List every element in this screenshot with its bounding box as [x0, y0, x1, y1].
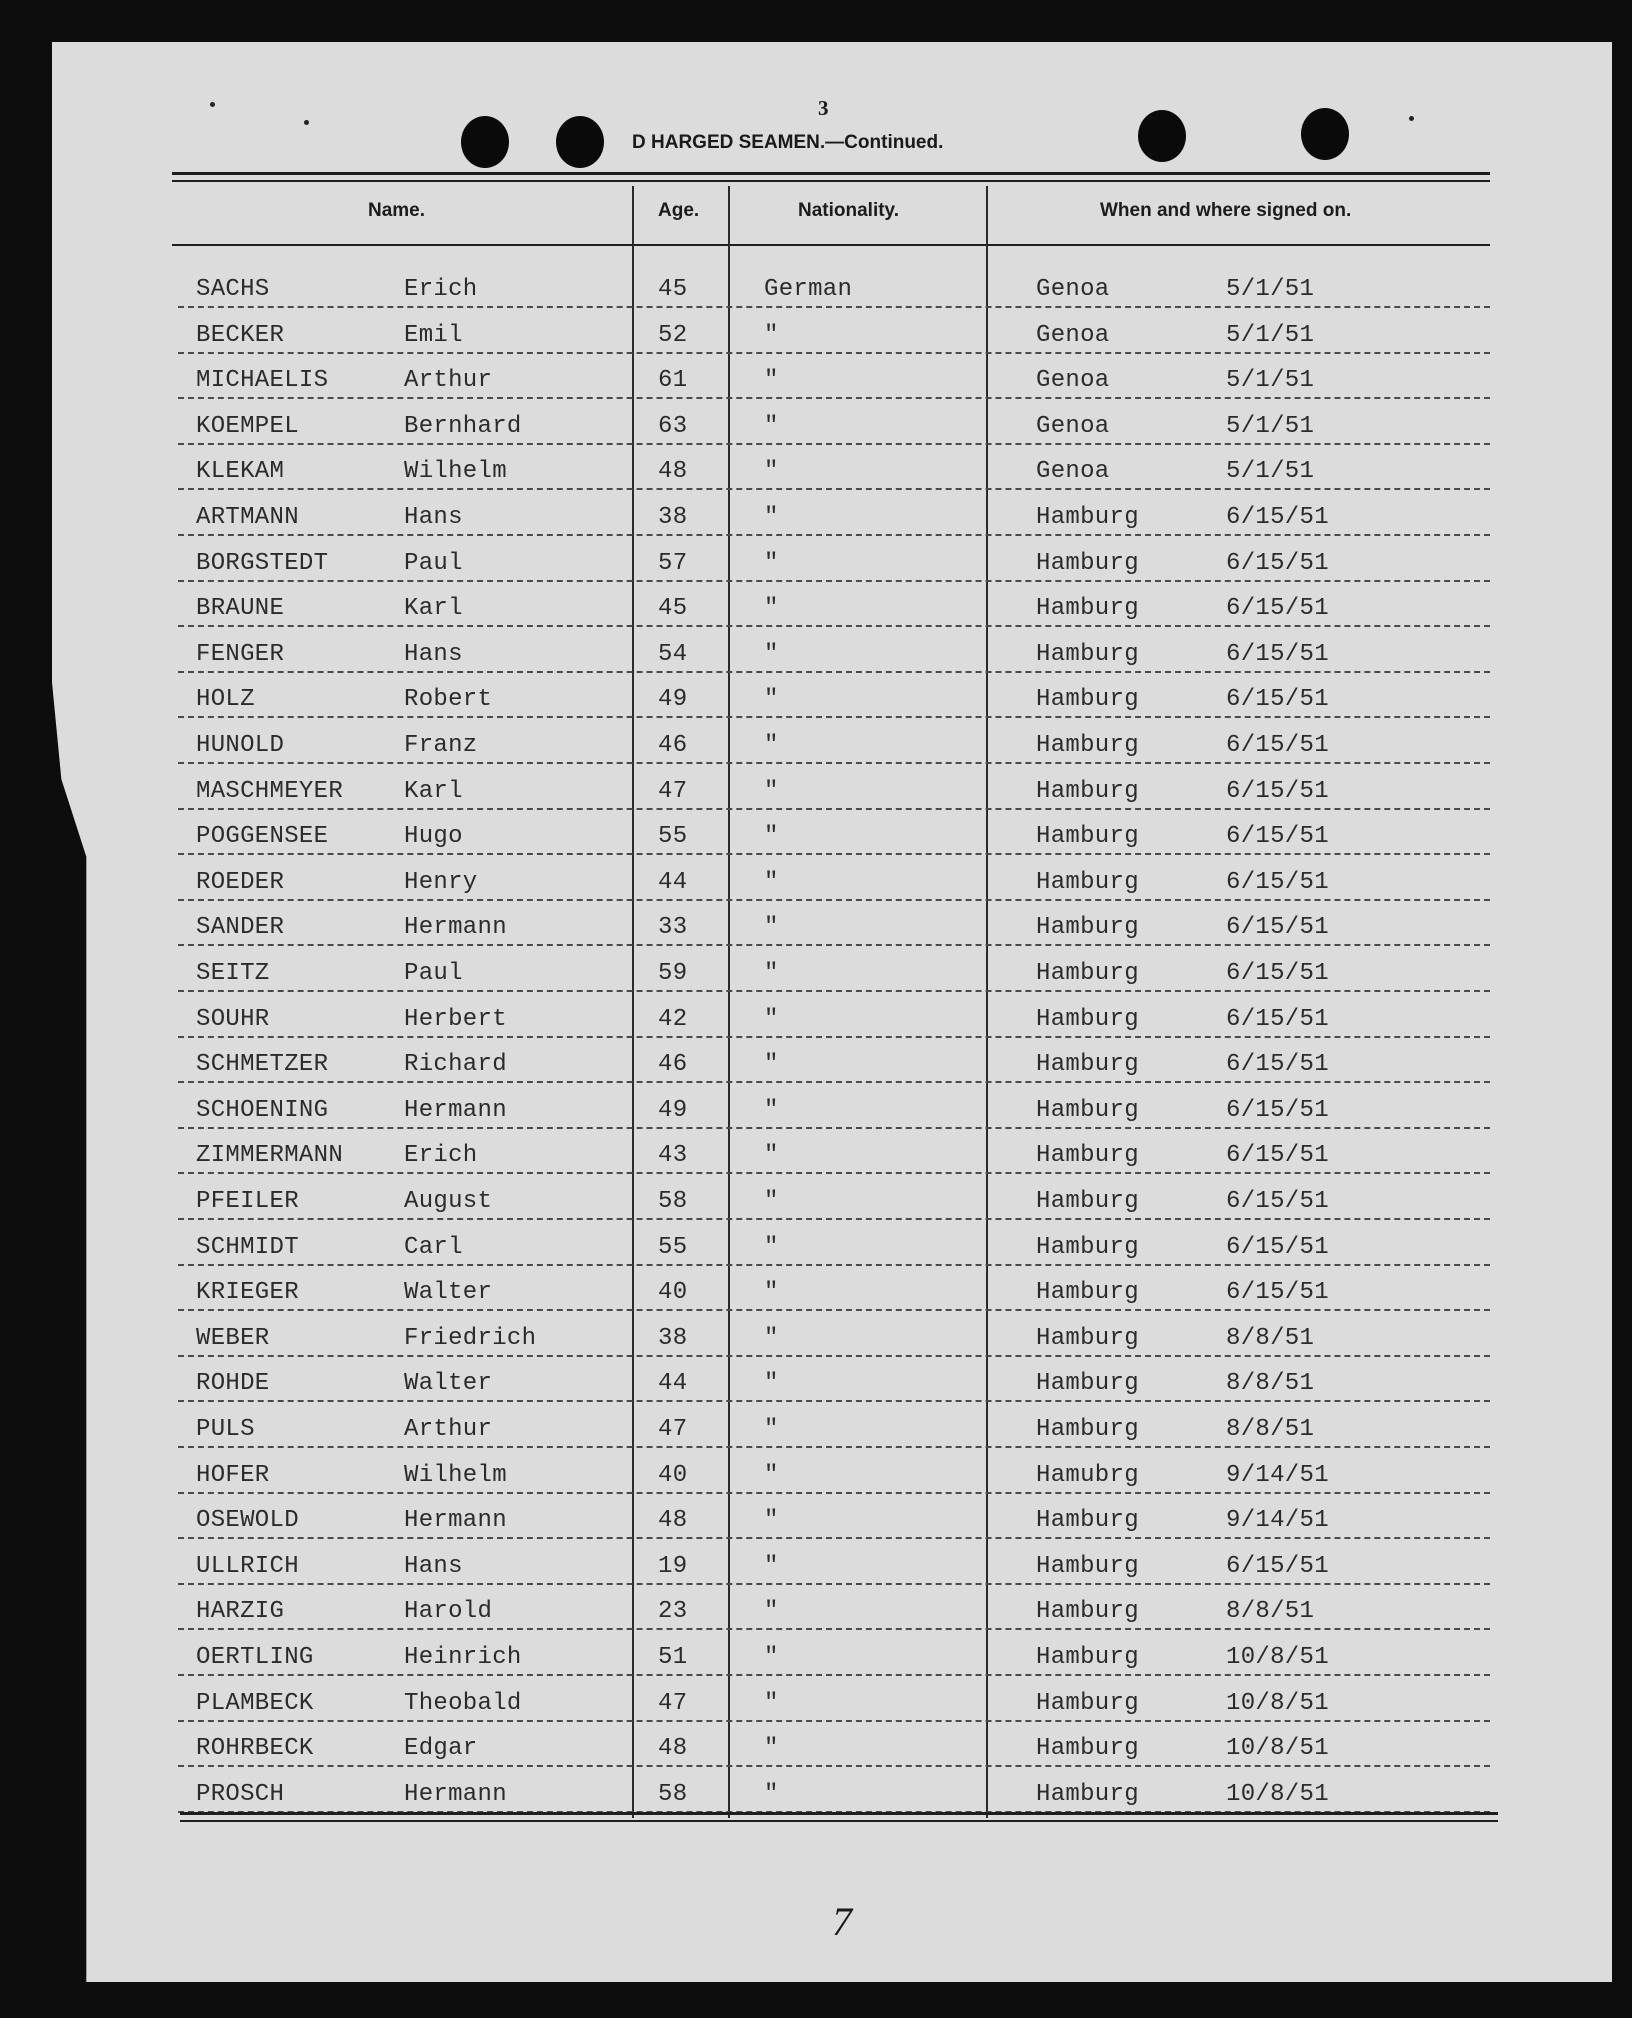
- signed-on-date: 6/15/51: [1226, 1279, 1329, 1307]
- seaman-given-name: Harold: [404, 1598, 493, 1626]
- punch-hole-right-1: [1138, 110, 1186, 162]
- column-header-signed-on: When and where signed on.: [1100, 200, 1352, 221]
- signed-on-port: Genoa: [1036, 367, 1110, 395]
- seaman-nationality: ": [764, 640, 779, 668]
- seaman-surname: ZIMMERMANN: [196, 1142, 344, 1170]
- seaman-surname: WEBER: [196, 1324, 270, 1352]
- seaman-nationality: ": [764, 1735, 779, 1763]
- signed-on-date: 9/14/51: [1226, 1507, 1329, 1535]
- signed-on-date: 6/15/51: [1226, 823, 1329, 851]
- header-rule-bottom: [172, 180, 1490, 182]
- seaman-surname: SEITZ: [196, 960, 270, 987]
- signed-on-port: Hamburg: [1036, 549, 1139, 577]
- seaman-surname: SOUHR: [196, 1005, 270, 1033]
- seaman-surname: PFEILER: [196, 1188, 299, 1215]
- signed-on-port: Hamburg: [1036, 504, 1139, 531]
- seaman-age: 54: [658, 640, 688, 668]
- seaman-age: 48: [658, 1507, 688, 1535]
- seaman-nationality: ": [764, 1552, 779, 1580]
- seaman-age: 43: [658, 1142, 688, 1170]
- signed-on-date: 10/8/51: [1226, 1644, 1329, 1671]
- seaman-nationality: ": [764, 1233, 779, 1261]
- seaman-given-name: Arthur: [404, 367, 493, 395]
- seaman-given-name: Carl: [404, 1233, 463, 1261]
- table-row: [0, 722, 1632, 768]
- signed-on-date: 5/1/51: [1226, 458, 1315, 486]
- seaman-surname: HUNOLD: [196, 732, 285, 759]
- seaman-surname: SACHS: [196, 276, 270, 303]
- table-row: [0, 676, 1632, 722]
- signed-on-port: Hamburg: [1036, 960, 1139, 987]
- table-row: [0, 403, 1632, 449]
- seaman-age: 49: [658, 1096, 688, 1124]
- table-row: [0, 1771, 1632, 1817]
- seaman-nationality: ": [764, 1416, 779, 1443]
- seaman-nationality: ": [764, 321, 779, 349]
- column-header-nationality: Nationality.: [798, 200, 899, 221]
- seaman-nationality: ": [764, 595, 779, 623]
- seaman-nationality: ": [764, 777, 779, 805]
- table-row: [0, 312, 1632, 358]
- seaman-age: 38: [658, 1324, 688, 1352]
- seaman-surname: KLEKAM: [196, 458, 285, 486]
- signed-on-port: Hamburg: [1036, 686, 1139, 714]
- seaman-nationality: ": [764, 686, 779, 714]
- seaman-age: 58: [658, 1780, 688, 1808]
- seaman-age: 58: [658, 1188, 688, 1215]
- signed-on-date: 6/15/51: [1226, 1096, 1329, 1124]
- signed-on-date: 6/15/51: [1226, 960, 1329, 987]
- signed-on-date: 5/1/51: [1226, 321, 1315, 349]
- seaman-age: 33: [658, 914, 688, 942]
- signed-on-port: Genoa: [1036, 276, 1110, 303]
- seaman-given-name: Arthur: [404, 1416, 493, 1443]
- signed-on-port: Hamburg: [1036, 1051, 1139, 1079]
- table-row: [0, 904, 1632, 950]
- seaman-age: 44: [658, 868, 688, 896]
- signed-on-date: 8/8/51: [1226, 1598, 1315, 1626]
- signed-on-date: 6/15/51: [1226, 732, 1329, 759]
- seaman-age: 55: [658, 1233, 688, 1261]
- table-row: [0, 1725, 1632, 1771]
- seaman-given-name: Hugo: [404, 823, 463, 851]
- seaman-given-name: Paul: [404, 549, 463, 577]
- seaman-age: 45: [658, 276, 688, 303]
- signed-on-port: Genoa: [1036, 458, 1110, 486]
- signed-on-date: 6/15/51: [1226, 1142, 1329, 1170]
- table-row: [0, 1224, 1632, 1270]
- seaman-surname: BRAUNE: [196, 595, 285, 623]
- seaman-age: 49: [658, 686, 688, 714]
- seaman-age: 44: [658, 1370, 688, 1398]
- signed-on-port: Hamburg: [1036, 1370, 1139, 1398]
- seaman-given-name: Karl: [404, 777, 463, 805]
- table-row: [0, 448, 1632, 494]
- seaman-given-name: Friedrich: [404, 1324, 537, 1352]
- signed-on-port: Hamburg: [1036, 1188, 1139, 1215]
- table-row: [0, 1406, 1632, 1452]
- seaman-given-name: Erich: [404, 276, 478, 303]
- signed-on-date: 6/15/51: [1226, 1188, 1329, 1215]
- signed-on-port: Hamburg: [1036, 1279, 1139, 1307]
- signed-on-port: Hamburg: [1036, 1096, 1139, 1124]
- seaman-nationality: ": [764, 1644, 779, 1671]
- seaman-nationality: ": [764, 1507, 779, 1535]
- handwritten-folio-mark: 7: [832, 1899, 852, 1944]
- signed-on-port: Hamburg: [1036, 1780, 1139, 1808]
- seaman-given-name: Wilhelm: [404, 458, 507, 486]
- seaman-age: 46: [658, 732, 688, 759]
- seaman-surname: OSEWOLD: [196, 1507, 299, 1535]
- seaman-age: 48: [658, 458, 688, 486]
- table-row: [0, 1452, 1632, 1498]
- seaman-surname: POGGENSEE: [196, 823, 329, 851]
- signed-on-date: 6/15/51: [1226, 504, 1329, 531]
- seaman-surname: SCHMETZER: [196, 1051, 329, 1079]
- signed-on-port: Hamburg: [1036, 823, 1139, 851]
- seaman-age: 55: [658, 823, 688, 851]
- signed-on-date: 6/15/51: [1226, 1051, 1329, 1079]
- seaman-surname: SANDER: [196, 914, 285, 942]
- seaman-surname: MICHAELIS: [196, 367, 329, 395]
- seaman-surname: MASCHMEYER: [196, 777, 344, 805]
- seaman-surname: HOLZ: [196, 686, 255, 714]
- signed-on-port: Hamburg: [1036, 1507, 1139, 1535]
- signed-on-port: Hamburg: [1036, 1324, 1139, 1352]
- signed-on-date: 10/8/51: [1226, 1689, 1329, 1717]
- seaman-nationality: ": [764, 1279, 779, 1307]
- seaman-given-name: Franz: [404, 732, 478, 759]
- seaman-nationality: ": [764, 1005, 779, 1033]
- signed-on-port: Hamburg: [1036, 1598, 1139, 1626]
- signed-on-port: Hamburg: [1036, 640, 1139, 668]
- seaman-age: 63: [658, 412, 688, 440]
- table-bottom-rule-2: [180, 1820, 1498, 1822]
- seaman-given-name: Wilhelm: [404, 1461, 507, 1489]
- column-header-rule: [172, 244, 1490, 246]
- seaman-given-name: Hermann: [404, 1507, 507, 1535]
- table-row: [0, 1087, 1632, 1133]
- seaman-surname: HARZIG: [196, 1598, 285, 1626]
- table-row: [0, 1269, 1632, 1315]
- seaman-nationality: ": [764, 1051, 779, 1079]
- table-row: [0, 1680, 1632, 1726]
- table-row: [0, 950, 1632, 996]
- seaman-surname: SCHMIDT: [196, 1233, 299, 1261]
- table-row: [0, 1360, 1632, 1406]
- signed-on-date: 6/15/51: [1226, 1005, 1329, 1033]
- signed-on-date: 5/1/51: [1226, 412, 1315, 440]
- speck: [304, 120, 309, 125]
- seaman-given-name: Walter: [404, 1279, 493, 1307]
- signed-on-port: Hamburg: [1036, 1735, 1139, 1763]
- seaman-surname: BORGSTEDT: [196, 549, 329, 577]
- signed-on-port: Hamburg: [1036, 1416, 1139, 1443]
- table-row: [0, 266, 1632, 312]
- seaman-nationality: ": [764, 1370, 779, 1398]
- punch-hole-left: [461, 116, 509, 168]
- signed-on-port: Hamburg: [1036, 868, 1139, 896]
- table-row: [0, 631, 1632, 677]
- seaman-age: 48: [658, 1735, 688, 1763]
- seaman-surname: KOEMPEL: [196, 412, 299, 440]
- seaman-nationality: ": [764, 1324, 779, 1352]
- seaman-age: 61: [658, 367, 688, 395]
- seaman-nationality: ": [764, 1461, 779, 1489]
- seaman-age: 47: [658, 1689, 688, 1717]
- speck: [1409, 116, 1414, 121]
- seaman-age: 45: [658, 595, 688, 623]
- seaman-given-name: Robert: [404, 686, 493, 714]
- signed-on-port: Hamburg: [1036, 1552, 1139, 1580]
- seaman-age: 19: [658, 1552, 688, 1580]
- seaman-given-name: Hermann: [404, 914, 507, 942]
- seaman-age: 46: [658, 1051, 688, 1079]
- signed-on-port: Hamburg: [1036, 1142, 1139, 1170]
- seaman-nationality: ": [764, 914, 779, 942]
- seaman-nationality: ": [764, 504, 779, 531]
- seaman-nationality: ": [764, 1142, 779, 1170]
- signed-on-date: 8/8/51: [1226, 1370, 1315, 1398]
- seaman-nationality: ": [764, 1598, 779, 1626]
- seaman-surname: BECKER: [196, 321, 285, 349]
- seaman-age: 59: [658, 960, 688, 987]
- signed-on-port: Hamburg: [1036, 1644, 1139, 1671]
- seaman-age: 23: [658, 1598, 688, 1626]
- seaman-given-name: Hermann: [404, 1096, 507, 1124]
- seaman-given-name: Paul: [404, 960, 463, 987]
- seaman-surname: HOFER: [196, 1461, 270, 1489]
- table-row: [0, 1315, 1632, 1361]
- table-row: [0, 540, 1632, 586]
- seaman-given-name: Herbert: [404, 1005, 507, 1033]
- seaman-surname: PLAMBECK: [196, 1689, 314, 1717]
- signed-on-date: 6/15/51: [1226, 777, 1329, 805]
- seaman-surname: ULLRICH: [196, 1552, 299, 1580]
- signed-on-port: Hamburg: [1036, 1689, 1139, 1717]
- page-heading: D HARGED SEAMEN.—Continued.: [632, 132, 944, 153]
- signed-on-port: Hamburg: [1036, 914, 1139, 942]
- seaman-given-name: Hans: [404, 1552, 463, 1580]
- signed-on-port: Genoa: [1036, 412, 1110, 440]
- seaman-age: 57: [658, 549, 688, 577]
- seaman-surname: ROEDER: [196, 868, 285, 896]
- seaman-given-name: Emil: [404, 321, 463, 349]
- seaman-surname: SCHOENING: [196, 1096, 329, 1124]
- column-header-name: Name.: [368, 200, 426, 221]
- seaman-given-name: Edgar: [404, 1735, 478, 1763]
- signed-on-date: 10/8/51: [1226, 1735, 1329, 1763]
- seaman-nationality: ": [764, 960, 779, 987]
- signed-on-date: 6/15/51: [1226, 914, 1329, 942]
- seaman-age: 42: [658, 1005, 688, 1033]
- table-row: [0, 1178, 1632, 1224]
- seaman-nationality: German: [764, 276, 853, 303]
- table-row: [0, 585, 1632, 631]
- seaman-age: 40: [658, 1279, 688, 1307]
- seaman-age: 40: [658, 1461, 688, 1489]
- seaman-surname: OERTLING: [196, 1644, 314, 1671]
- signed-on-date: 5/1/51: [1226, 276, 1315, 303]
- seaman-age: 51: [658, 1644, 688, 1671]
- signed-on-date: 10/8/51: [1226, 1780, 1329, 1808]
- page-number: 3: [818, 96, 829, 120]
- speck: [210, 102, 215, 107]
- signed-on-date: 6/15/51: [1226, 595, 1329, 623]
- signed-on-port: Hamburg: [1036, 1233, 1139, 1261]
- seaman-surname: ROHRBECK: [196, 1735, 314, 1763]
- seaman-given-name: Richard: [404, 1051, 507, 1079]
- seaman-surname: PULS: [196, 1416, 255, 1443]
- punch-hole-right-2: [1301, 108, 1349, 160]
- seaman-nationality: ": [764, 1780, 779, 1808]
- signed-on-date: 6/15/51: [1226, 686, 1329, 714]
- table-row: [0, 1543, 1632, 1589]
- table-bottom-rule: [180, 1812, 1498, 1815]
- signed-on-port: Hamburg: [1036, 777, 1139, 805]
- seaman-given-name: Walter: [404, 1370, 493, 1398]
- seaman-given-name: Hans: [404, 504, 463, 531]
- seaman-nationality: ": [764, 823, 779, 851]
- seaman-given-name: Karl: [404, 595, 463, 623]
- seaman-nationality: ": [764, 549, 779, 577]
- table-row: [0, 996, 1632, 1042]
- seaman-given-name: Heinrich: [404, 1644, 522, 1671]
- seaman-nationality: ": [764, 1188, 779, 1215]
- seaman-surname: PROSCH: [196, 1780, 285, 1808]
- table-row: [0, 813, 1632, 859]
- signed-on-date: 6/15/51: [1226, 640, 1329, 668]
- signed-on-port: Hamubrg: [1036, 1461, 1139, 1489]
- seaman-given-name: Theobald: [404, 1689, 522, 1717]
- seaman-nationality: ": [764, 458, 779, 486]
- signed-on-date: 6/15/51: [1226, 549, 1329, 577]
- seaman-surname: ARTMANN: [196, 504, 299, 531]
- signed-on-date: 8/8/51: [1226, 1416, 1315, 1443]
- table-row: [0, 1634, 1632, 1680]
- signed-on-port: Hamburg: [1036, 732, 1139, 759]
- signed-on-port: Hamburg: [1036, 595, 1139, 623]
- signed-on-date: 6/15/51: [1226, 868, 1329, 896]
- seaman-age: 47: [658, 1416, 688, 1443]
- signed-on-date: 5/1/51: [1226, 367, 1315, 395]
- punch-hole-center: [556, 116, 604, 168]
- seaman-age: 47: [658, 777, 688, 805]
- seaman-age: 52: [658, 321, 688, 349]
- seaman-given-name: Erich: [404, 1142, 478, 1170]
- seaman-nationality: ": [764, 412, 779, 440]
- seaman-nationality: ": [764, 1689, 779, 1717]
- seaman-surname: ROHDE: [196, 1370, 270, 1398]
- seaman-nationality: ": [764, 732, 779, 759]
- signed-on-date: 6/15/51: [1226, 1552, 1329, 1580]
- seaman-given-name: Hans: [404, 640, 463, 668]
- header-rule-top: [172, 172, 1490, 175]
- seaman-age: 38: [658, 504, 688, 531]
- seaman-nationality: ": [764, 367, 779, 395]
- table-row: [0, 1497, 1632, 1543]
- seaman-surname: KRIEGER: [196, 1279, 299, 1307]
- seaman-given-name: Bernhard: [404, 412, 522, 440]
- table-row: [0, 1588, 1632, 1634]
- signed-on-port: Hamburg: [1036, 1005, 1139, 1033]
- seaman-surname: FENGER: [196, 640, 285, 668]
- table-row: [0, 859, 1632, 905]
- seaman-given-name: Henry: [404, 868, 478, 896]
- seaman-nationality: ": [764, 1096, 779, 1124]
- signed-on-date: 8/8/51: [1226, 1324, 1315, 1352]
- table-row: [0, 494, 1632, 540]
- table-row: [0, 768, 1632, 814]
- seaman-nationality: ": [764, 868, 779, 896]
- table-row: [0, 1041, 1632, 1087]
- table-row: [0, 357, 1632, 403]
- table-row: [0, 1132, 1632, 1178]
- column-header-age: Age.: [658, 200, 700, 221]
- seaman-given-name: Hermann: [404, 1780, 507, 1808]
- signed-on-port: Genoa: [1036, 321, 1110, 349]
- seaman-given-name: August: [404, 1188, 493, 1215]
- signed-on-date: 9/14/51: [1226, 1461, 1329, 1489]
- signed-on-date: 6/15/51: [1226, 1233, 1329, 1261]
